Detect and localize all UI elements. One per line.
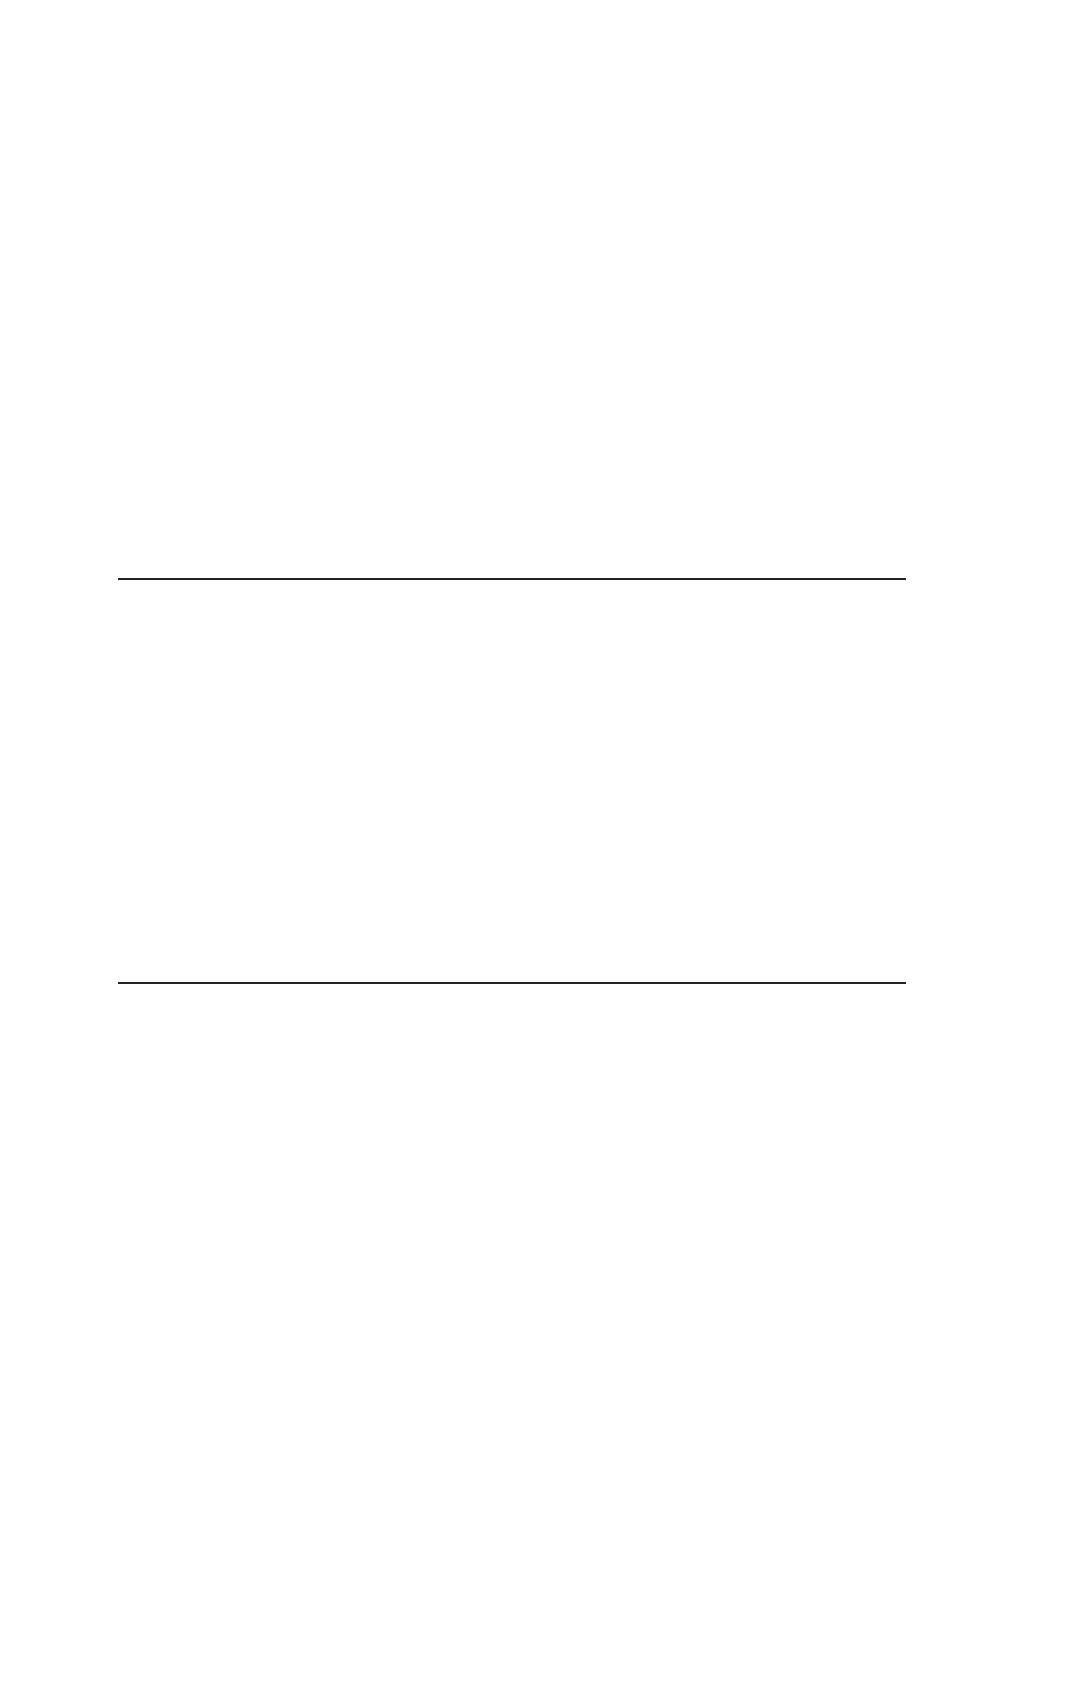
divider-1 bbox=[118, 578, 906, 580]
running-header bbox=[66, 288, 106, 312]
toc-section-middle bbox=[120, 596, 980, 966]
divider-2 bbox=[118, 982, 906, 984]
toc-section-top bbox=[120, 192, 980, 572]
toc-section-bottom bbox=[120, 1000, 980, 1300]
